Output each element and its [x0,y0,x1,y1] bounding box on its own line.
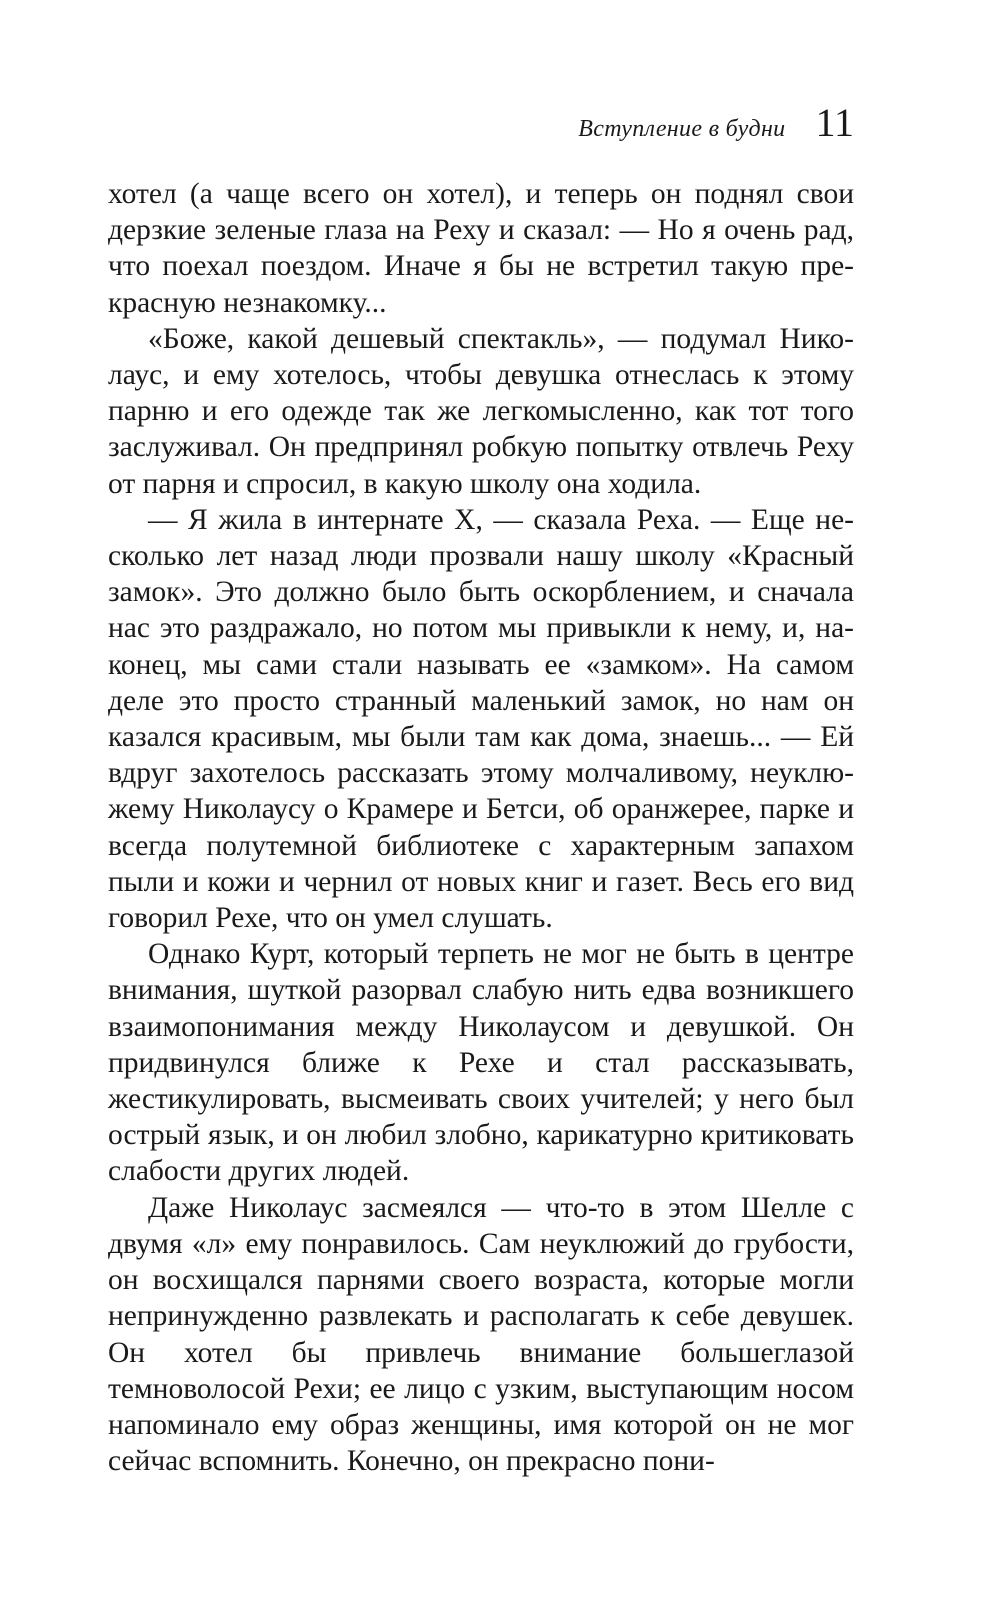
paragraph-3: — Я жила в интернате Х, — сказала Реха. — Еще несколько лет назад люди прозвали нашу школу «Красный замок». Это должно было быть оскорблением, и сначала нас это раздражало, но потом мы привыкли к нему, и, наконец, мы сами стали называть ее «замком». На самом деле это просто странный маленький замок, но нам он казался красивым, мы были там как дома, знаешь... — Ей вдруг захотелось рассказать этому молчаливому, неуклюжему Николаусу о Крамере и Бетси, об оранжерее, парке и всегда полутемной библиотеке с характерным запахом пыли и кожи и чернил от новых книг и газет. Весь его вид говорил Рехе, что он умел слушать. [108,503,854,935]
paragraph-4: Однако Курт, который терпеть не мог не быть в центре внимания, шуткой разорвал слабую нить едва возникшего взаимопонимания между Николаусом и девушкой. Он придвинулся ближе к Рехе и стал рассказывать, жестикулировать, высмеивать своих учителей; у него был острый язык, и он любил злобно, карикатурно критиковать слабости других людей. [108,938,854,1188]
paragraph-2: «Боже, какой дешевый спектакль», — подумал Николаус, и ему хотелось, чтобы девушка отнеслась к этому парню и его одежде так же легкомысленно, как тот того заслуживал. Он предпринял робкую попытку отвлечь Реху от парня и спросил, в какую школу она ходила. [108,322,854,500]
running-title: Вступление в будни [578,116,786,142]
paragraph-1: хотел (а чаще всего он хотел), и теперь он поднял свои дерзкие зеленые глаза на Реху и сказал: — Но я очень рад, что поехал поездом. Иначе я бы не встретил такую прекрасную незнакомку... [108,178,854,319]
body-text [108,176,854,1479]
running-head [108,100,854,155]
page-number: 11 [815,100,854,145]
paragraph-5: Даже Николаус засмеялся — что-то в этом Шелле с двумя «л» ему понравилось. Сам неуклюжий до грубости, он восхищался парнями своего возраста, которые могли непринужденно развлекать и располагать к себе девушек. Он хотел бы привлечь внимание большеглазой темноволосой Рехи; ее лицо с узким, выступающим носом напоминало ему образ женщины, имя которой он не мог сейчас вспомнить. Конечно, он прекрасно пони- [108,1191,854,1478]
